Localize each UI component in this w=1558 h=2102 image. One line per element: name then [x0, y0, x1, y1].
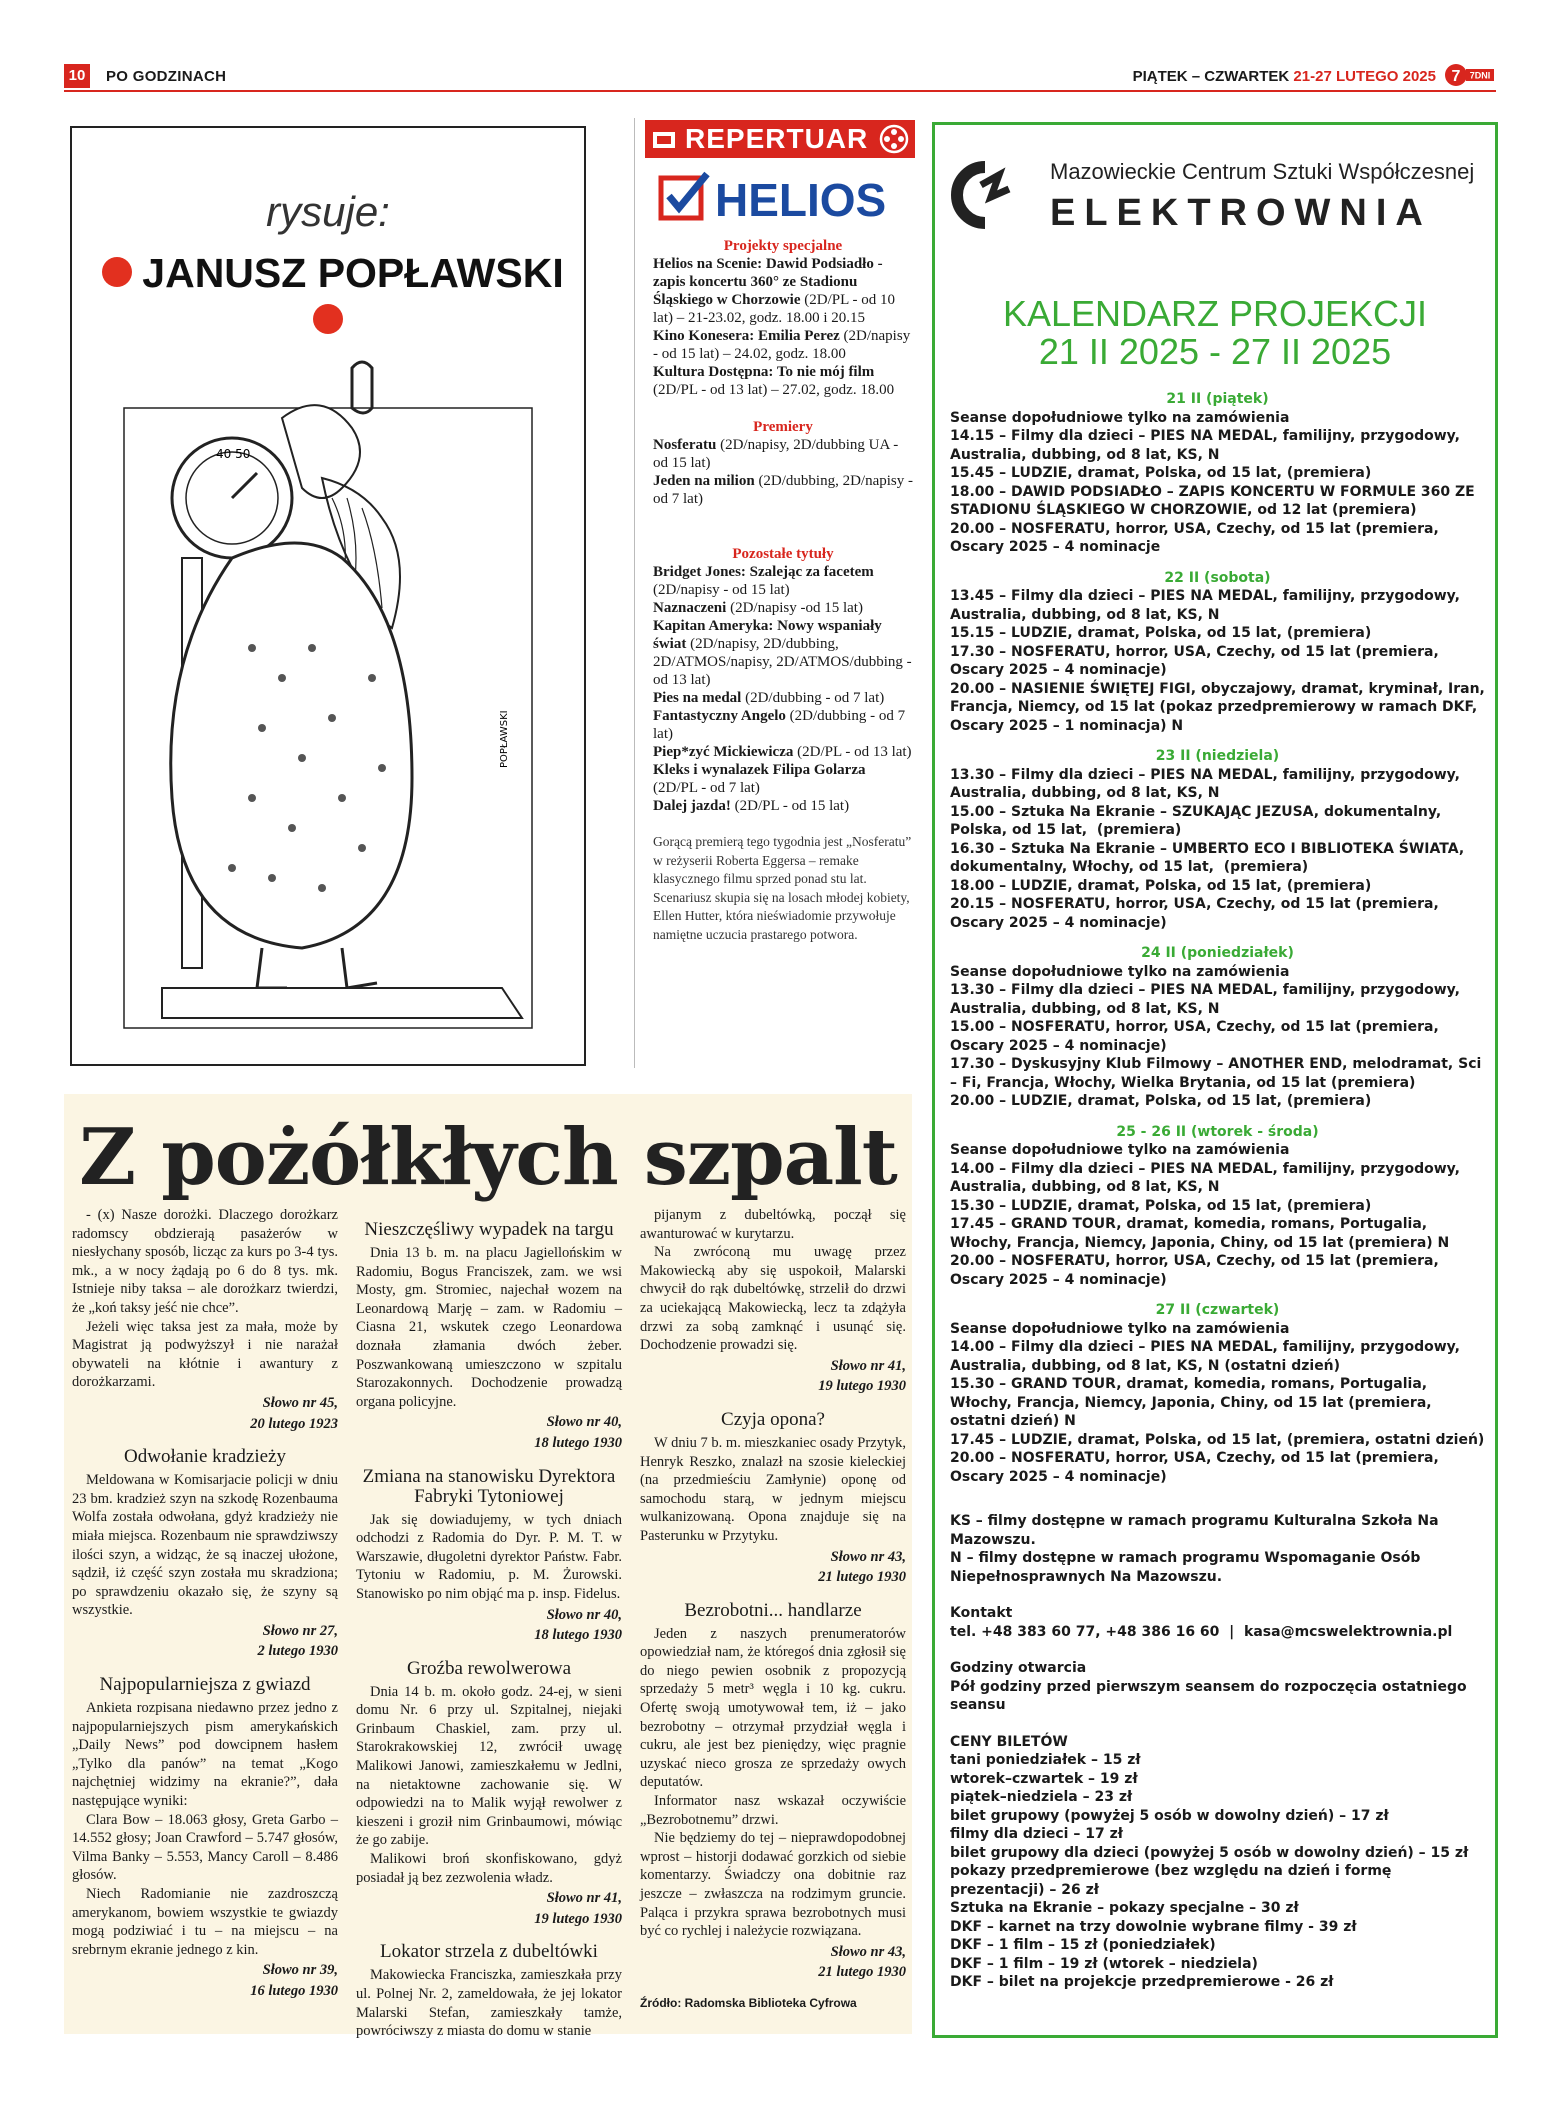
article-source: 20 lutego 1923: [250, 1415, 338, 1432]
screening-line: 18.00 – LUDZIE, dramat, Polska, od 15 lat, (premiera): [950, 877, 1372, 894]
price-line: wtorek–czwartek – 19 zł: [950, 1770, 1138, 1787]
article-paragraph: Meldowana w Komisarjacie policji w dniu 23 bm. kradzież szyn na szkodę Rozenbauma Wolfa została odwołana, gdyż kradzieży nie miała miejsca. Rozenbaum nie sprawdziwszy ilości szyn, a widząc, że są inaczej ułożone, sądził, iż część szyn została mu skradziona; po sprawdzeniu okazało się, że szyny są wszystkie.: [72, 1472, 338, 1619]
section-heading: Premiery: [753, 419, 813, 435]
screening-line: 20.00 – NOSFERATU, horror, USA, Czechy, od 15 lat (premiera, Oscary 2025 – 4 nominacje): [950, 1450, 1444, 1485]
newspaper-logo-icon: [1444, 62, 1496, 88]
screening-line: 15.00 – NOSFERATU, horror, USA, Czechy, od 15 lat (premiera, Oscary 2025 – 4 nominacje): [950, 1019, 1444, 1054]
helios-logo: [657, 168, 907, 228]
archive-article: [356, 1467, 622, 1645]
price-line: tani poniedziałek – 15 zł: [950, 1752, 1141, 1768]
listing-item: Kino Konesera: Emilia Perez (2D/napisy - od 15 lat) – 24.02, godz. 18.00: [653, 328, 911, 362]
legend-note: KS – filmy dostępne w ramach programu Kulturalna Szkoła Na Mazowszu.: [950, 1513, 1444, 1548]
archive-column: [640, 1206, 906, 2010]
listing-item: Piep*zyć Mickiewicza (2D/PL - od 13 lat): [653, 744, 912, 760]
archive-section: [64, 1094, 912, 2040]
ticket-icon: [651, 126, 677, 152]
source-credit: Źródło: Radomska Biblioteka Cyfrowa: [640, 1995, 857, 2010]
archive-article: [356, 1942, 622, 2040]
screening-line: 14.15 – Filmy dla dzieci – PIES NA MEDAL, familijny, przygodowy, Australia, dubbing, od 8 lat, KS, N: [950, 428, 1465, 463]
article-headline: Czyja opona?: [721, 1408, 825, 1430]
article-paragraph: Jeżeli więc taksa jest za mała, może by Magistrat ją podwyższył i nie narażał obywateli na kłótnie i awantury z dorożkarzami.: [72, 1318, 338, 1391]
article-paragraph: Niech Radomianie nie zazdroszczą amerykanom, bowiem wszystkie te gwiazdy mogą podziwiać i tu – na miejscu – na srebrnym ekranie jednego z kin.: [72, 1886, 338, 1958]
article-source: 16 lutego 1930: [250, 1982, 338, 1999]
day-heading: 25 - 26 II (wtorek - środa): [1116, 1123, 1319, 1140]
archive-column: [72, 1206, 338, 2001]
svg-text:ELEKTROWNIA: ELEKTROWNIA: [1050, 192, 1432, 234]
article-headline: Lokator strzela z dubeltówki: [380, 1941, 598, 1963]
article-source: 21 lutego 1930: [818, 1964, 906, 1981]
archive-article: [640, 1410, 906, 1587]
day-heading: 24 II (poniedziałek): [1141, 945, 1294, 961]
page-header: [64, 64, 1496, 92]
price-line: pokazy przedpremierowe (bez względu na dzień i formę prezentacji) – 26 zł: [950, 1863, 1397, 1898]
screening-line: 20.00 – LUDZIE, dramat, Polska, od 15 lat, (premiera): [950, 1093, 1372, 1109]
article-paragraph: W dniu 7 b. m. mieszkaniec osady Przytyk, Henryk Reszko, znalazł na szosie kieleckiej (na przedmieściu Zamłynie) oponę od samochodu starą, w jednym miejscu wulkanizowaną. Opona znajduje się na Pasterunku w Przytyku.: [640, 1434, 906, 1544]
contact-heading: Kontakt: [950, 1605, 1013, 1621]
screening-line: 13.30 – Filmy dla dzieci – PIES NA MEDAL, familijny, przygodowy, Australia, dubbing, od 8 lat, KS, N: [950, 982, 1465, 1017]
price-line: DKF – karnet na trzy dowolnie wybrane filmy - 39 zł: [950, 1918, 1357, 1935]
archive-article: [356, 1659, 622, 1929]
article-source: 21 lutego 1930: [818, 1569, 906, 1586]
price-line: piątek–niedziela – 23 zł: [950, 1789, 1133, 1805]
listing-item: Kleks i wynalazek Filipa Golarza (2D/PL - od 7 lat): [653, 762, 866, 796]
screening-line: 13.45 – Filmy dla dzieci – PIES NA MEDAL, familijny, przygodowy, Australia, dubbing, od 8 lat, KS, N: [950, 588, 1465, 623]
article-source: Słowo nr 43,: [830, 1943, 906, 1960]
screening-line: 20.00 – NOSFERATU, horror, USA, Czechy, od 15 lat (premiera, Oscary 2025 – 4 nominacje): [950, 1253, 1444, 1288]
film-reel-icon: [879, 124, 909, 154]
article-paragraph: Dnia 14 b. m. około godz. 24-ej, w sieni domu Nr. 6 przy ul. Szpitalnej, niejaki Grinbaum Chaskiel, zam. przy ul. Starokrakowskiej 12, zwrócił uwagę Malikowi Janowi, zamieszkałemu w Jedlni, na nietaktowne zachowanie się. W odpowiedzi na to Malik wyjął rewolwer z kieszeni i groził nim Grinbaumowi, mówiąc że go zabije.: [356, 1683, 622, 1849]
elektrownia-box: [932, 122, 1498, 2038]
article-source: 2 lutego 1930: [257, 1643, 338, 1660]
article-source: 19 lutego 1930: [534, 1910, 622, 1927]
price-line: DKF – 1 film – 19 zł (wtorek – niedziela): [950, 1955, 1258, 1972]
cartoon-author: [72, 250, 584, 344]
legend-note: N – filmy dostępne w ramach programu Wspomaganie Osób Niepełnosprawnych Na Mazowszu.: [950, 1550, 1426, 1585]
contact-block: [950, 1604, 1485, 1641]
screening-line: Seanse dopołudniowe tylko na zamówienia: [950, 963, 1290, 980]
article-headline: Odwołanie kradzieży: [124, 1446, 286, 1468]
screening-schedule: [950, 390, 1490, 1992]
article-source: 18 lutego 1930: [534, 1434, 622, 1451]
prices-block: [950, 1733, 1485, 1992]
archive-article: [72, 1675, 338, 2001]
article-source: Słowo nr 41,: [546, 1890, 622, 1907]
repertuar-listing: [653, 238, 913, 944]
article-source: Słowo nr 27,: [262, 1622, 338, 1639]
article-source: Słowo nr 41,: [830, 1357, 906, 1374]
archive-column: [356, 1206, 622, 2041]
listing-item: Helios na Scenie: Dawid Podsiadło - zapis koncertu 360° ze Stadionu Śląskiego w Chorzowie (2D/PL - od 10 lat) – 21-23.02, godz. 18.00 i 20.15: [653, 256, 895, 326]
archive-title: Z pożółkłych szpalt: [79, 1112, 897, 1203]
listing-item: Kultura Dostępna: To nie mój film (2D/PL - od 13 lat) – 27.02, godz. 18.00: [653, 364, 895, 398]
article-headline: Groźba rewolwerowa: [406, 1657, 572, 1679]
repertuar-column: [634, 118, 915, 1068]
svg-text:POPŁAWSKI: POPŁAWSKI: [499, 710, 510, 768]
hours-line: Pół godziny przed pierwszym seansem do rozpoczęcia ostatniego seansu: [950, 1678, 1472, 1713]
screening-line: 20.00 – NOSFERATU, horror, USA, Czechy, od 15 lat (premiera, Oscary 2025 – 4 nominacje: [950, 520, 1444, 555]
author-name: JANUSZ POPŁAWSKI: [142, 250, 564, 296]
day-heading: 27 II (czwartek): [1155, 1302, 1280, 1318]
article-paragraph: Clara Bow – 18.063 głosy, Greta Garbo – 14.552 głosy; Joan Crawford – 5.747 głosów, Vilma Banky – 5.553, Mancy Caroll – 8.486 głosów.: [72, 1811, 338, 1884]
screening-line: 15.00 – Sztuka Na Ekranie – SZUKAJĄC JEZUSA, dokumentalny, Polska, od 15 lat, (premiera): [950, 803, 1447, 838]
article-headline: Bezrobotni... handlarze: [684, 1599, 862, 1621]
date-range: 21-27 LUTEGO 2025: [1293, 68, 1436, 85]
screening-line: 14.00 – Filmy dla dzieci – PIES NA MEDAL, familijny, przygodowy, Australia, dubbing, od 8 lat, KS, N: [950, 1160, 1465, 1195]
repertuar-blurb: Gorącą premierą tego tygodnia jest „Nosferatu” w reżyserii Roberta Eggersa – remake klasycznego filmu sprzed ponad stu lat. Scenariusz skupia się na losach młodej kobiety, Ellen Hutter, która nieświadomie przywołuje namiętne uczucia prastarego potwora.: [653, 834, 912, 942]
price-line: Sztuka na Ekranie – pokazy specjalne – 30 zł: [950, 1900, 1299, 1916]
article-source: 18 lutego 1930: [534, 1627, 622, 1644]
svg-text:7DNI: 7DNI: [1469, 70, 1491, 81]
screening-line: 17.30 – Dyskusyjny Klub Filmowy – ANOTHER END, melodramat, Sci – Fi, Francja, Włochy, Wielka Brytania, od 15 lat (premiera): [950, 1056, 1487, 1091]
repertuar-banner: [645, 120, 915, 158]
cartoon-box: [70, 126, 586, 1066]
price-line: bilet grupowy dla dzieci (powyżej 5 osób w dowolny dzień) – 15 zł: [950, 1844, 1469, 1861]
red-dot-icon: [102, 257, 132, 287]
listing-item: Fantastyczny Angelo (2D/dubbing - od 7 lat): [653, 708, 906, 742]
listing-item: Dalej jazda! (2D/PL - od 15 lat): [653, 798, 850, 814]
svg-text:7: 7: [1451, 68, 1461, 85]
archive-article: [72, 1206, 338, 1433]
hours-heading: Godziny otwarcia: [950, 1660, 1087, 1676]
archive-article: [640, 1206, 906, 1396]
article-source: Słowo nr 40,: [546, 1414, 622, 1431]
screening-line: Seanse dopołudniowe tylko na zamówienia: [950, 1320, 1290, 1337]
article-paragraph: - (x) Nasze dorożki. Dlaczego dorożkarz radomscy obdzierają pasażerów w niesłychany sposób, licząc za kurs po 3-4 tys. mk., a w nocy żądają po 6 do 8 tys. mk. Istnieje niby taksa – ale dorożkarz twierdzi, że „koń taksy jeść nie chce”.: [72, 1207, 338, 1316]
screening-line: 15.30 – LUDZIE, dramat, Polska, od 15 lat, (premiera): [950, 1197, 1372, 1214]
article-paragraph: Jeden z naszych prenumeratorów opowiedział nam, że któregoś dnia zgłosił się do niego pewien osobnik z propozycją sprzedaży 5 metr³ węgla i 10 kg. cukru. Ofertę swoją umotywował tem, iż – jako bezrobotny – otrzymał przydział węgla i cukru, ale jest bez pieniędzy, więc pragnie uzyskać nieco grosza ze sprzedaży owych deputatów.: [640, 1625, 906, 1791]
screening-line: 16.30 – Sztuka Na Ekranie – UMBERTO ECO I BIBLIOTEKA ŚWIATA, dokumentalny, Włochy, od 15 lat, (premiera): [950, 840, 1470, 875]
archive-article: [72, 1447, 338, 1661]
price-line: DKF – 1 film – 15 zł (poniedziałek): [950, 1937, 1216, 1953]
section-heading: Projekty specjalne: [723, 238, 843, 254]
day-heading: 23 II (niedziela): [1155, 748, 1280, 764]
section-heading: Pozostałe tytuły: [732, 546, 834, 562]
calendar-title-line: KALENDARZ PROJEKCJI: [1002, 293, 1428, 334]
calendar-dates: 21 II 2025 - 27 II 2025: [1038, 331, 1392, 372]
article-paragraph: Malikowi broń skonfiskowano, gdyż posiadał ją bez zezwolenia władz.: [356, 1851, 622, 1886]
article-paragraph: Makowiecka Franciszka, zamieszkała przy ul. Polnej Nr. 2, zameldowała, że jej lokator Malarski Stefan, zamieszkały tamże, powróciwszy z miasta do domu w stanie: [356, 1967, 622, 2040]
article-source: Słowo nr 40,: [546, 1606, 622, 1623]
article-paragraph: Informator nasz wskazał oczywiście „Bezrobotnemu” drzwi.: [640, 1793, 906, 1828]
screening-line: 17.45 – GRAND TOUR, dramat, komedia, romans, Portugalia, Włochy, Francja, Niemcy, Japonia, Chiny, od 15 lat (premiera) N: [950, 1216, 1450, 1251]
day-heading: 22 II (sobota): [1164, 569, 1271, 586]
elektrownia-logo: [945, 155, 1485, 235]
screening-line: 20.15 – NOSFERATU, horror, USA, Czechy, od 15 lat (premiera, Oscary 2025 – 4 nominacje): [950, 896, 1444, 931]
screening-line: 13.30 – Filmy dla dzieci – PIES NA MEDAL, familijny, przygodowy, Australia, dubbing, od 8 lat, KS, N: [950, 766, 1465, 801]
screening-line: 15.45 – LUDZIE, dramat, Polska, od 15 lat, (premiera): [950, 465, 1372, 481]
price-line: filmy dla dzieci – 17 zł: [950, 1826, 1123, 1842]
price-line: DKF – bilet na projekcje przedpremierowe - 26 zł: [950, 1974, 1334, 1990]
article-paragraph: Nie będziemy do tej – nieprawdopodobnej wprost – historji dodawać gorzkich od siebie komentarzy. Świadczy ona dobitnie raz jeszcze – zwłaszcza na rodzimym gruncie. Paląca i przykra sprawa bezrobotnych musi być co rychlej i należycie rozwiązana.: [640, 1830, 906, 1940]
screening-line: Seanse dopołudniowe tylko na zamówienia: [950, 1142, 1290, 1158]
listing-item: Nosferatu (2D/napisy, 2D/dubbing UA - od 15 lat): [653, 437, 899, 471]
archive-article: [640, 1601, 906, 1982]
svg-text:40 50: 40 50: [216, 447, 251, 461]
article-headline: Najpopularniejsza z gwiazd: [99, 1674, 311, 1696]
contact-line: tel. +48 383 60 77, +48 386 16 60 | kasa@mcswelektrownia.pl: [950, 1623, 1453, 1640]
article-paragraph: Ankieta rozpisana niedawno przez jedno z najpopularniejszych pism amerykańskich „Daily News” pod dowcipnem hasłem „Tylko dla panów” na temat „Kogo najchętniej widzimy na ekranie?”, dała następujące wyniki:: [72, 1700, 338, 1810]
screening-line: 14.00 – Filmy dla dzieci – PIES NA MEDAL, familijny, przygodowy, Australia, dubbing, od 8 lat, KS, N (ostatni dzień): [950, 1339, 1465, 1374]
article-paragraph: Dnia 13 b. m. na placu Jagiellońskim w Radomiu, Bogus Franciszek, zam. we wsi Mosty, gm. Stromiec, najechał wozem na Leonardową Marję – zam. w Radomiu – Ciasna 21, wskutek czego Leonardowa doznała złamania dwóch żeber. Poszwankowaną umieszczono w szpitalu Starozakonnych. Dochodzenie prowadzą organa policyjne.: [356, 1245, 622, 1410]
section-title: PO GODZINACH: [106, 68, 227, 85]
screening-line: 18.00 – DAWID PODSIADŁO – ZAPIS KONCERTU W FORMULE 360 ZE STADIONU ŚLĄSKIEGO W CHORZOWIE, od 12 lat (premiera): [950, 483, 1480, 518]
article-source: Słowo nr 45,: [262, 1394, 338, 1411]
day-heading: 21 II (piątek): [1166, 391, 1269, 407]
repertuar-banner-text: REPERTUAR: [685, 123, 869, 154]
cartoon-drawing: [122, 348, 534, 1048]
price-line: bilet grupowy (powyżej 5 osób w dowolny dzień) – 17 zł: [950, 1807, 1389, 1824]
screening-line: 15.15 – LUDZIE, dramat, Polska, od 15 lat, (premiera): [950, 625, 1372, 641]
svg-text:HELIOS: HELIOS: [715, 174, 887, 226]
calendar-title: [935, 295, 1495, 371]
listing-item: Naznaczeni (2D/napisy -od 15 lat): [653, 600, 863, 616]
screening-line: 15.30 – GRAND TOUR, dramat, komedia, romans, Portugalia, Włochy, Francja, Niemcy, Japonia, Chiny, od 15 lat (premiera, ostatni dzień) N: [950, 1376, 1437, 1429]
screening-line: 17.45 – LUDZIE, dramat, Polska, od 15 lat, (premiera, ostatni dzień): [950, 1431, 1485, 1448]
legend-notes: [950, 1512, 1485, 1586]
svg-text:Mazowieckie Centrum Sztuki Wsp: Mazowieckie Centrum Sztuki Współczesnej: [1050, 159, 1475, 184]
screening-line: Seanse dopołudniowe tylko na zamówienia: [950, 409, 1290, 426]
page-number: 10: [64, 64, 90, 88]
archive-article: [356, 1220, 622, 1453]
cartoon-byline: rysuje:: [266, 188, 390, 235]
red-dot-icon: [313, 304, 343, 334]
article-paragraph: Na zwróconą mu uwagę przez Makowiecką aby się uspokoił, Malarski chwycił do rąk dubeltówkę, strzelił do drzwi za uciekającą Makowiecką, lecz ta zdążyła drzwi za sobą zamknąć i usunąć się. Dochodzenie prowadzi się.: [640, 1244, 906, 1354]
article-headline: Nieszczęśliwy wypadek na targu: [364, 1219, 614, 1240]
listing-item: Pies na medal (2D/dubbing - od 7 lat): [653, 690, 885, 706]
listing-item: Kapitan Ameryka: Nowy wspaniały świat (2D/napisy, 2D/dubbing, 2D/ATMOS/napisy, 2D/ATMOS/dubbing - od 13 lat): [653, 618, 912, 688]
listing-item: Jeden na milion (2D/dubbing, 2D/napisy - od 7 lat): [653, 473, 914, 507]
screening-line: 20.00 – NASIENIE ŚWIĘTEJ FIGI, obyczajowy, dramat, kryminał, Iran, Francja, Niemcy, od 15 lat (pokaz przedpremierowy w ramach DKF, Oscary 2025 – 1 nominacja) N: [950, 680, 1490, 734]
article-source: Słowo nr 43,: [830, 1548, 906, 1565]
article-paragraph: Jak się dowiadujemy, w tych dniach odchodzi z Radomia do Dyr. P. M. T. w Warszawie, długoletni dyrektor Państw. Fabr. Tytoniu w Radomiu, p. M. Żurowski. Stanowisko po nim objąć ma p. insp. Fidelus.: [356, 1511, 622, 1602]
article-source: Słowo nr 39,: [262, 1962, 338, 1979]
article-headline: Zmiana na stanowisku Dyrektora Fabryki Tytoniowej: [362, 1465, 616, 1507]
date-prefix: PIĄTEK – CZWARTEK: [1132, 68, 1290, 85]
article-source: 19 lutego 1930: [818, 1378, 906, 1395]
screening-line: 17.30 – NOSFERATU, horror, USA, Czechy, od 15 lat (premiera, Oscary 2025 – 4 nominacje): [950, 643, 1444, 678]
hours-block: [950, 1659, 1485, 1715]
issue-date: [1133, 68, 1436, 85]
prices-heading: CENY BILETÓW: [950, 1733, 1068, 1750]
listing-item: Bridget Jones: Szalejąc za facetem (2D/napisy - od 15 lat): [653, 564, 874, 598]
article-paragraph: pijanym z dubeltówką, począł się awanturować w kurytarzu.: [640, 1207, 906, 1242]
